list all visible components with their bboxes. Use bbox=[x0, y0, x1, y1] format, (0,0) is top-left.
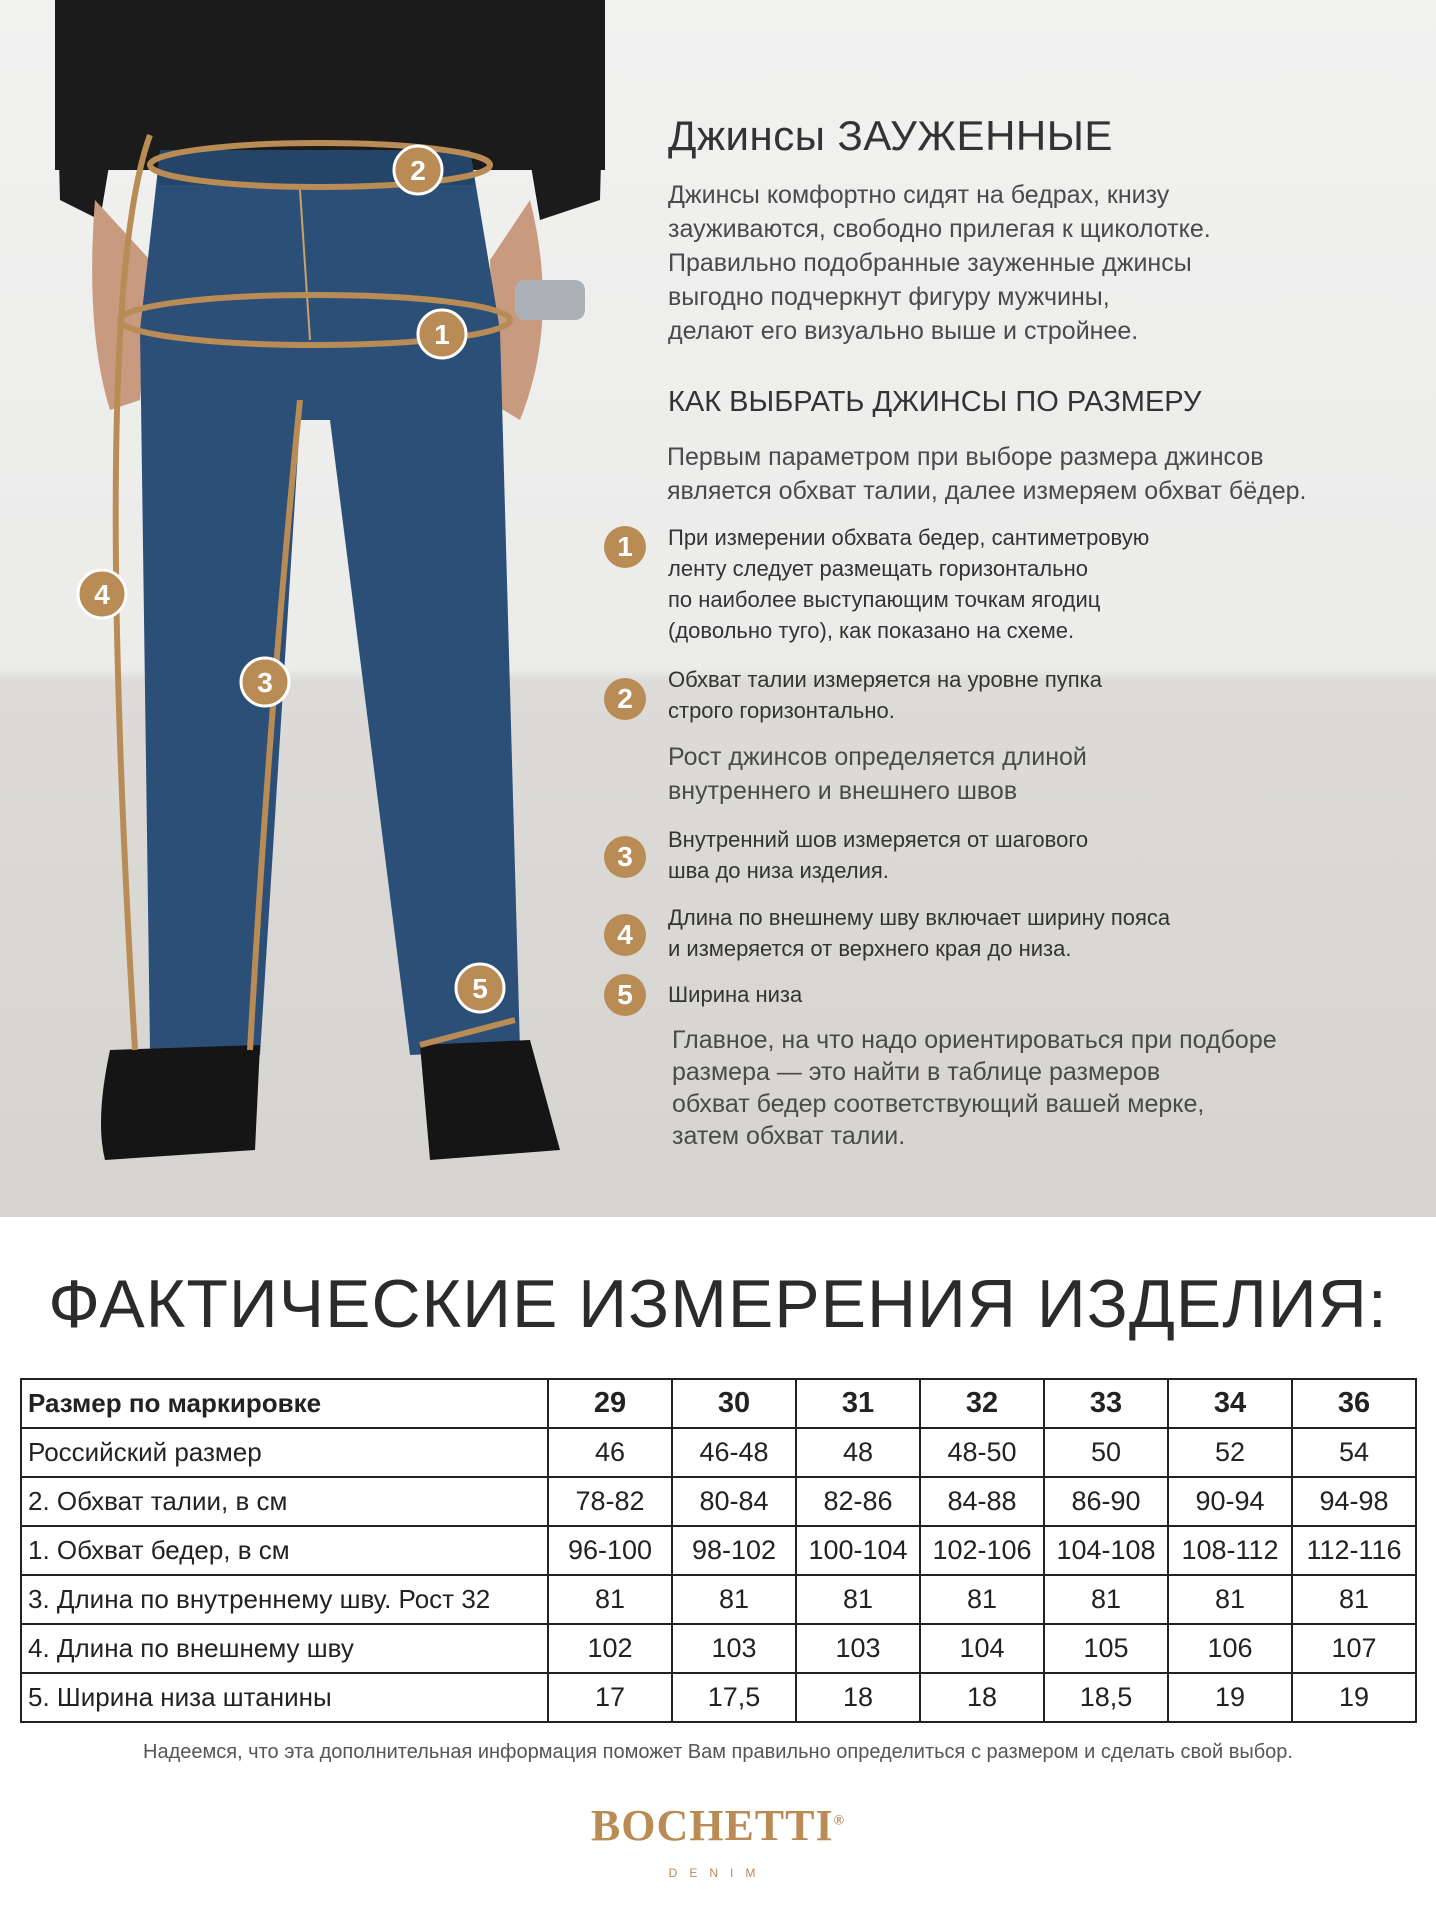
cell: 94-98 bbox=[1292, 1477, 1416, 1526]
row-label: 1. Обхват бедер, в см bbox=[21, 1526, 548, 1575]
cell: 81 bbox=[1292, 1575, 1416, 1624]
cell: 104 bbox=[920, 1624, 1044, 1673]
table-row bbox=[21, 1477, 1416, 1526]
row-label: Размер по маркировке bbox=[21, 1379, 548, 1428]
cell: 18 bbox=[796, 1673, 920, 1722]
step-number-badge: 4 bbox=[604, 914, 646, 956]
howto-text bbox=[667, 440, 1306, 508]
main-note: Главное, на что надо ориентироваться при подборе размера — это найти в таблице размеров обхват бедер соответствующий вашей мерке, затем обхват талии. bbox=[672, 1026, 1277, 1150]
cell: 84-88 bbox=[920, 1477, 1044, 1526]
marker-2: 2 bbox=[410, 155, 426, 186]
jeans bbox=[140, 150, 520, 1055]
step-text: Ширина низа bbox=[668, 982, 803, 1007]
table-row bbox=[21, 1526, 1416, 1575]
cell: 46-48 bbox=[672, 1428, 796, 1477]
brand-subtitle: DENIM bbox=[668, 1866, 768, 1880]
cell: 102-106 bbox=[920, 1526, 1044, 1575]
cell: 104-108 bbox=[1044, 1526, 1168, 1575]
cell: 17,5 bbox=[672, 1673, 796, 1722]
cell: 103 bbox=[796, 1624, 920, 1673]
cell: 34 bbox=[1168, 1379, 1292, 1428]
step-number-badge: 1 bbox=[604, 526, 646, 568]
cell: 81 bbox=[1044, 1575, 1168, 1624]
step-2 bbox=[604, 664, 1424, 726]
step-text: Внутренний шов измеряется от шагового шва до низа изделия. bbox=[668, 827, 1089, 883]
marker-5: 5 bbox=[472, 973, 488, 1004]
intro-line: Правильно подобранные зауженные джинсы bbox=[668, 249, 1192, 277]
table-row bbox=[21, 1673, 1416, 1722]
marker-3: 3 bbox=[257, 667, 273, 698]
howto-line: является обхват талии, далее измеряем обхват бёдер. bbox=[667, 477, 1307, 505]
product-title: Джинсы ЗАУЖЕННЫЕ bbox=[668, 112, 1113, 159]
cell: 80-84 bbox=[672, 1477, 796, 1526]
cell: 103 bbox=[672, 1624, 796, 1673]
cell: 19 bbox=[1292, 1673, 1416, 1722]
cell: 90-94 bbox=[1168, 1477, 1292, 1526]
cell: 81 bbox=[920, 1575, 1044, 1624]
cell: 96-100 bbox=[548, 1526, 672, 1575]
step-text: При измерении обхвата бедер, сантиметровую ленту следует размещать горизонтально по наиболее выступающим точкам ягодиц (довольно туго), как показано на схеме. bbox=[668, 525, 1150, 643]
cell: 18,5 bbox=[1044, 1673, 1168, 1722]
height-note: Рост джинсов определяется длиной внутреннего и внешнего швов bbox=[668, 743, 1087, 805]
cell: 82-86 bbox=[796, 1477, 920, 1526]
howto-line: Первым параметром при выборе размера джинсов bbox=[667, 443, 1264, 471]
cell: 33 bbox=[1044, 1379, 1168, 1428]
step-1 bbox=[604, 522, 1424, 646]
step-number-badge: 5 bbox=[604, 974, 646, 1016]
brand-logo: BOCHETTI® bbox=[590, 1801, 846, 1850]
right-boot bbox=[420, 1040, 560, 1160]
cell: 105 bbox=[1044, 1624, 1168, 1673]
cell: 106 bbox=[1168, 1624, 1292, 1673]
step-3 bbox=[604, 824, 1424, 886]
cell: 81 bbox=[548, 1575, 672, 1624]
table-row bbox=[21, 1575, 1416, 1624]
intro-line: делают его визуально выше и стройнее. bbox=[668, 317, 1139, 345]
cell: 29 bbox=[548, 1379, 672, 1428]
step-4 bbox=[604, 902, 1424, 964]
howto-heading: КАК ВЫБРАТЬ ДЖИНСЫ ПО РАЗМЕРУ bbox=[668, 386, 1202, 418]
table-title bbox=[0, 1262, 1436, 1346]
cell: 48-50 bbox=[920, 1428, 1044, 1477]
table-row bbox=[21, 1624, 1416, 1673]
cell: 54 bbox=[1292, 1428, 1416, 1477]
row-label: Российский размер bbox=[21, 1428, 548, 1477]
step-text: Обхват талии измеряется на уровне пупка строго горизонтально. bbox=[668, 667, 1103, 723]
cell: 86-90 bbox=[1044, 1477, 1168, 1526]
cell: 102 bbox=[548, 1624, 672, 1673]
step-number-badge: 3 bbox=[604, 836, 646, 878]
cell: 50 bbox=[1044, 1428, 1168, 1477]
cell: 52 bbox=[1168, 1428, 1292, 1477]
cell: 36 bbox=[1292, 1379, 1416, 1428]
cell: 107 bbox=[1292, 1624, 1416, 1673]
step-text: Длина по внешнему шву включает ширину пояса и измеряется от верхнего края до низа. bbox=[668, 905, 1171, 961]
table-row bbox=[21, 1428, 1416, 1477]
size-table bbox=[20, 1378, 1417, 1723]
row-label: 4. Длина по внешнему шву bbox=[21, 1624, 548, 1673]
cell: 112-116 bbox=[1292, 1526, 1416, 1575]
cell: 100-104 bbox=[796, 1526, 920, 1575]
cell: 46 bbox=[548, 1428, 672, 1477]
row-label: 5. Ширина низа штанины bbox=[21, 1673, 548, 1722]
cell: 17 bbox=[548, 1673, 672, 1722]
intro-line: Джинсы комфортно сидят на бедрах, книзу bbox=[668, 181, 1170, 209]
intro-line: выгодно подчеркнут фигуру мужчины, bbox=[668, 283, 1110, 311]
row-label: 2. Обхват талии, в см bbox=[21, 1477, 548, 1526]
marker-4: 4 bbox=[94, 579, 110, 610]
footnote: Надеемся, что эта дополнительная информация поможет Вам правильно определиться с размером и сделать свой выбор. bbox=[143, 1741, 1293, 1763]
cell: 81 bbox=[1168, 1575, 1292, 1624]
row-label: 3. Длина по внутреннему шву. Рост 32 bbox=[21, 1575, 548, 1624]
left-boot bbox=[101, 1045, 260, 1160]
cell: 98-102 bbox=[672, 1526, 796, 1575]
marker-1: 1 bbox=[434, 319, 450, 350]
cell: 18 bbox=[920, 1673, 1044, 1722]
cell: 31 bbox=[796, 1379, 920, 1428]
cell: 19 bbox=[1168, 1673, 1292, 1722]
cell: 48 bbox=[796, 1428, 920, 1477]
cell: 78-82 bbox=[548, 1477, 672, 1526]
table-header-row bbox=[21, 1379, 1416, 1428]
step-5 bbox=[604, 974, 1424, 1016]
cell: 81 bbox=[796, 1575, 920, 1624]
watch bbox=[515, 280, 585, 320]
table-title-text: ФАКТИЧЕСКИЕ ИЗМЕРЕНИЯ ИЗДЕЛИЯ: bbox=[48, 1266, 1388, 1342]
cell: 32 bbox=[920, 1379, 1044, 1428]
cell: 30 bbox=[672, 1379, 796, 1428]
cell: 81 bbox=[672, 1575, 796, 1624]
cell: 108-112 bbox=[1168, 1526, 1292, 1575]
intro-line: зауживаются, свободно прилегая к щиколотке. bbox=[668, 215, 1211, 243]
intro-text bbox=[668, 178, 1211, 348]
step-number-badge: 2 bbox=[604, 678, 646, 720]
